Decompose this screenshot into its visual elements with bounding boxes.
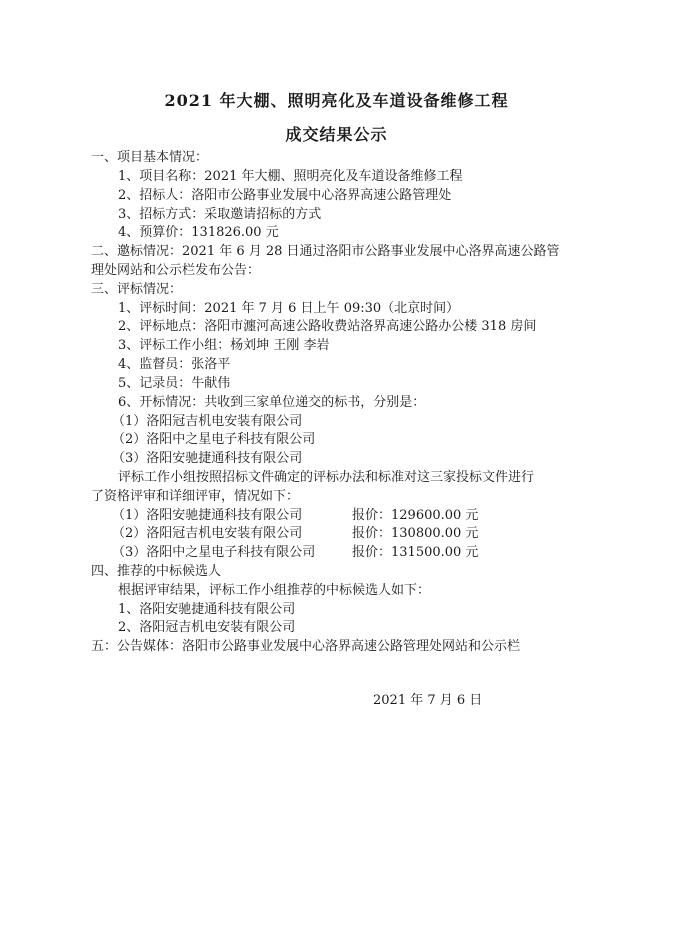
eval-time-line: 1、评标时间：2021 年 7 月 6 日上午 09:30（北京时间） [118,301,460,316]
recommendation-line: 根据评审结果，评标工作小组推荐的中标候选人如下： [118,583,431,598]
tenderer-line: 2、招标人：洛阳市公路事业发展中心洛界高速公路管理处 [118,188,452,203]
evaluation-paragraph: 评标工作小组按照招标文件确定的评标办法和标准对这三家投标文件进行 [118,470,535,485]
supervisor-line: 4、监督员：张洛平 [118,357,231,372]
document-subtitle: 成交结果公示 [285,125,388,144]
bidder-item: （3）洛阳安驰捷通科技有限公司 [112,451,303,466]
candidate-item: 2、洛阳冠吉机电安装有限公司 [118,620,296,635]
bid-price: 报价：130800.00 元 [352,526,479,541]
evaluated-bidder: （1）洛阳安驰捷通科技有限公司 [112,508,303,523]
section-heading-5: 五：公告媒体：洛阳市公路事业发展中心洛界高速公路管理处网站和公示栏 [91,639,521,654]
publish-date: 2021 年 7 月 6 日 [373,693,483,708]
bid-price: 报价：129600.00 元 [352,508,479,523]
tender-method-line: 3、招标方式：采取邀请招标的方式 [118,207,322,222]
bidder-item: （1）洛阳冠吉机电安装有限公司 [112,414,303,429]
candidate-item: 1、洛阳安驰捷通科技有限公司 [118,602,296,617]
project-name-line: 1、项目名称：2021 年大棚、照明亮化及车道设备维修工程 [118,169,463,184]
evaluated-bidder: （3）洛阳中之星电子科技有限公司 [112,545,316,560]
budget-line: 4、预算价：131826.00 元 [118,225,279,240]
bid-opening-line: 6、开标情况：共收到三家单位递交的标书，分别是： [118,395,426,410]
evaluation-paragraph-cont: 了资格评审和详细评审，情况如下： [91,489,300,504]
bidder-item: （2）洛阳中之星电子科技有限公司 [112,432,316,447]
recorder-line: 5、记录员：牛献伟 [118,376,231,391]
section-heading-2: 二、邀标情况：2021 年 6 月 28 日通过洛阳市公路事业发展中心洛界高速公路管 [91,244,560,259]
section-heading-3: 三、评标情况： [91,282,183,297]
eval-location-line: 2、评标地点：洛阳市瀍河高速公路收费站洛界高速公路办公楼 318 房间 [118,319,537,334]
document-title: 2021 年大棚、照明亮化及车道设备维修工程 [164,91,509,110]
section-heading-1: 一、项目基本情况： [91,150,209,165]
section-heading-4: 四、推荐的中标候选人 [91,564,222,579]
bid-price: 报价：131500.00 元 [352,545,479,560]
evaluated-bidder: （2）洛阳冠吉机电安装有限公司 [112,526,303,541]
invitation-cont-line: 理处网站和公示栏发布公告： [91,263,261,278]
eval-team-line: 3、评标工作小组：杨刘坤 王刚 李岩 [118,338,330,353]
